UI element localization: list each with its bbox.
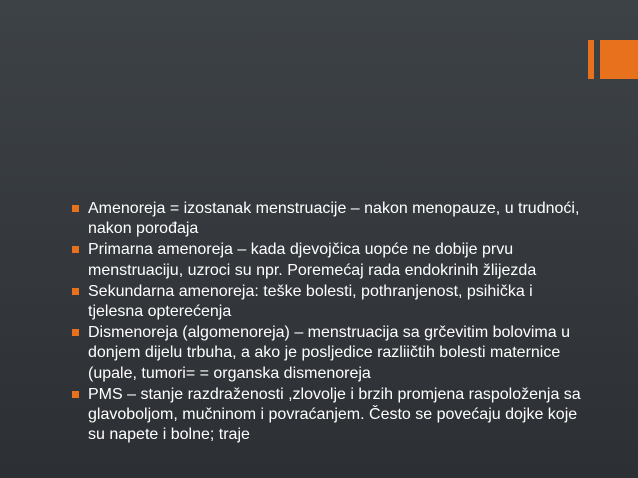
bullet-item [72, 385, 592, 446]
bullet-item [72, 240, 592, 280]
bullet-text: Sekundarna amenoreja: teške bolesti, pothranjenost, psihička i tjelesna opterećenja [88, 282, 533, 321]
bullet-text: Dismenoreja (algomenoreja) – menstruacija sa grčevitim bolovima u donjem dijelu trbuha, a ako je posljedice razliičtih bolesti maternice (upale, tumori= = organska dismenoreja [88, 324, 570, 382]
bullet-text: PMS – stanje razdraženosti ,zlovolje i brzih promjena raspoloženja sa glavoboljom, mučninom i povraćanjem. Često se povećaju dojke koje su napete i bolne; traje [88, 385, 581, 444]
accent-bar-thin [588, 40, 594, 79]
bullet-item [72, 199, 592, 239]
square-bullet-icon [72, 391, 79, 398]
bullet-item [72, 323, 592, 384]
square-bullet-icon [72, 329, 79, 336]
square-bullet-icon [72, 205, 79, 212]
accent-bar-thick [600, 40, 638, 79]
bullet-list [72, 199, 592, 446]
square-bullet-icon [72, 246, 79, 253]
bullet-item [72, 282, 592, 322]
bullet-text: Primarna amenoreja – kada djevojčica uopće ne dobije prvu menstruaciju, uzroci su npr. Poremećaj rada endokrinih žlijezda [88, 241, 537, 279]
bullet-text: Amenoreja = izostanak menstruacije – nakon menopauze, u trudnoći, nakon porođaja [88, 200, 580, 238]
square-bullet-icon [72, 288, 79, 295]
